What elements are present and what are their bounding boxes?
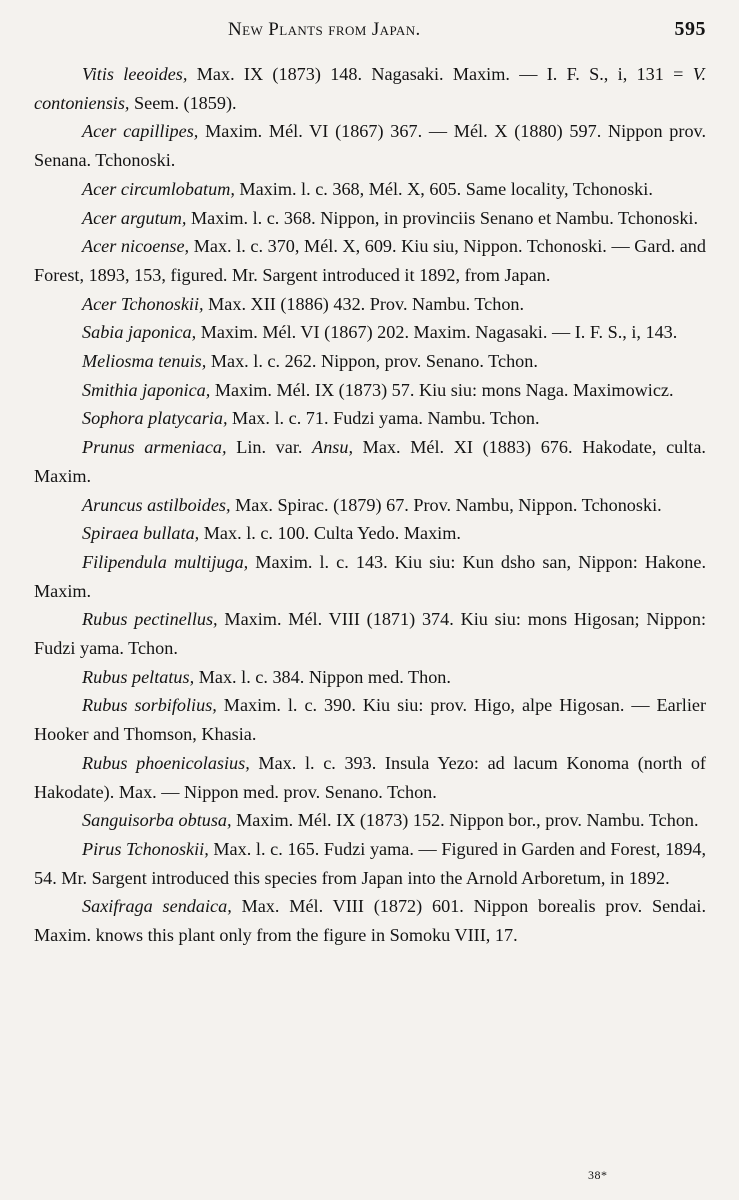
species-name: Acer argutum,	[82, 207, 187, 228]
entry-text: Maxim. Mél. IX (1873) 152. Nippon bor., prov. Nambu. Tchon.	[231, 810, 699, 831]
species-entry	[34, 318, 706, 347]
species-name: Acer circumlobatum,	[82, 178, 235, 199]
species-entry	[34, 232, 706, 289]
species-name: Rubus sorbifolius,	[82, 695, 217, 716]
species-entry	[34, 548, 706, 605]
species-name: Acer nicoense,	[82, 236, 190, 257]
species-name: Ansu,	[312, 437, 354, 458]
entry-text: Maxim. Mél. VI (1867) 367. — Mél. X (1880) 597. Nippon prov. Senana. Tchonoski.	[34, 121, 706, 171]
species-name: Rubus peltatus,	[82, 666, 195, 687]
species-entry	[34, 491, 706, 520]
entry-text: Maxim. l. c. 143. Kiu siu: Kun dsho san, Nippon: Hakone. Maxim.	[34, 551, 706, 601]
entry-text: Max. l. c. 71. Fudzi yama. Nambu. Tchon.	[227, 408, 540, 429]
entry-text: Max. Spirac. (1879) 67. Prov. Nambu, Nippon. Tchonoski.	[230, 494, 662, 515]
species-name: V. contoniensis,	[34, 64, 706, 113]
entry-text: Max. l. c. 165. Fudzi yama. — Figured in Garden and Forest, 1894, 54. Mr. Sargent introduced this species from Japan into the Arnold Arboretum, in 1892.	[34, 838, 706, 888]
species-entry	[34, 60, 706, 117]
species-name: Acer capillipes,	[82, 121, 199, 142]
species-entry	[34, 404, 706, 433]
species-entry	[34, 290, 706, 319]
species-entry	[34, 835, 706, 892]
species-name: Pirus Tchonoskii,	[82, 838, 209, 859]
species-name: Acer Tchonoskii,	[82, 293, 204, 314]
species-list	[34, 60, 706, 950]
species-entry	[34, 519, 706, 548]
entry-text: Max. Mél. VIII (1872) 601. Nippon borealis prov. Sendai. Maxim. knows this plant only from the figure in Somoku VIII, 17.	[34, 896, 706, 946]
species-entry	[34, 605, 706, 662]
species-entry	[34, 663, 706, 692]
species-entry	[34, 749, 706, 806]
entry-text: Max. XII (1886) 432. Prov. Nambu. Tchon.	[203, 293, 525, 314]
species-entry	[34, 691, 706, 748]
page-number: 595	[674, 18, 706, 40]
species-entry	[34, 175, 706, 204]
entry-text: Maxim. l. c. 368, Mél. X, 605. Same locality, Tchonoski.	[234, 178, 653, 199]
species-name: Smithia japonica,	[82, 379, 211, 400]
entry-text: Maxim. Mél. IX (1873) 57. Kiu siu: mons Naga. Maximowicz.	[210, 379, 674, 400]
entry-text: Max. l. c. 370, Mél. X, 609. Kiu siu, Nippon. Tchonoski. — Gard. and Forest, 1893, 153, figured. Mr. Sargent introduced it 1892, from Japan.	[34, 236, 706, 285]
species-name: Spiraea bullata,	[82, 523, 200, 544]
entry-text: Maxim. l. c. 390. Kiu siu: prov. Higo, alpe Higosan. — Earlier Hooker and Thomson, Khasia.	[34, 695, 707, 745]
species-name: Rubus phoenicolasius,	[82, 752, 250, 773]
signature-mark: 38*	[588, 1168, 608, 1182]
species-name: Sanguisorba obtusa,	[82, 810, 232, 831]
entry-text: Seem. (1859).	[129, 92, 237, 113]
species-name: Sophora platycaria,	[82, 408, 228, 429]
species-entry	[34, 806, 706, 835]
species-entry	[34, 376, 706, 405]
species-name: Sabia japonica,	[82, 322, 197, 343]
entry-text: Max. l. c. 262. Nippon, prov. Senano. Tchon.	[206, 351, 538, 372]
entry-text: Max. l. c. 100. Culta Yedo. Maxim.	[199, 523, 461, 544]
species-name: Vitis leeoides,	[82, 64, 188, 84]
entry-text: Max. l. c. 393. Insula Yezo: ad lacum Konoma (north of Hakodate). Max. — Nippon med. prov. Senano. Tchon.	[34, 752, 706, 802]
species-entry	[34, 117, 706, 174]
entry-text: Lin. var.	[226, 437, 313, 458]
species-name: Rubus pectinellus,	[82, 609, 218, 630]
running-title: New Plants from Japan.	[228, 19, 421, 40]
entry-text: Maxim. Mél. VI (1867) 202. Maxim. Nagasaki. — I. F. S., i, 143.	[196, 322, 678, 343]
species-entry	[34, 204, 706, 233]
running-header	[0, 16, 739, 48]
species-name: Aruncus astilboides,	[82, 494, 231, 515]
species-entry	[34, 892, 706, 949]
species-entry	[34, 347, 706, 376]
species-name: Filipendula multijuga,	[82, 551, 249, 572]
species-name: Saxifraga sendaica,	[82, 896, 232, 917]
entry-text: Max. Mél. XI (1883) 676. Hakodate, culta. Maxim.	[34, 437, 706, 486]
species-name: Meliosma tenuis,	[82, 351, 207, 372]
entry-text: Maxim. l. c. 368. Nippon, in provinciis Senano et Nambu. Tchonoski.	[186, 207, 699, 228]
species-name: Prunus armeniaca,	[82, 437, 227, 458]
entry-text: Maxim. Mél. VIII (1871) 374. Kiu siu: mons Higosan; Nippon: Fudzi yama. Tchon.	[34, 609, 707, 659]
entry-text: Max. IX (1873) 148. Nagasaki. Maxim. — I. F. S., i, 131 =	[187, 64, 693, 84]
species-entry	[34, 433, 706, 490]
entry-text: Max. l. c. 384. Nippon med. Thon.	[194, 666, 451, 687]
